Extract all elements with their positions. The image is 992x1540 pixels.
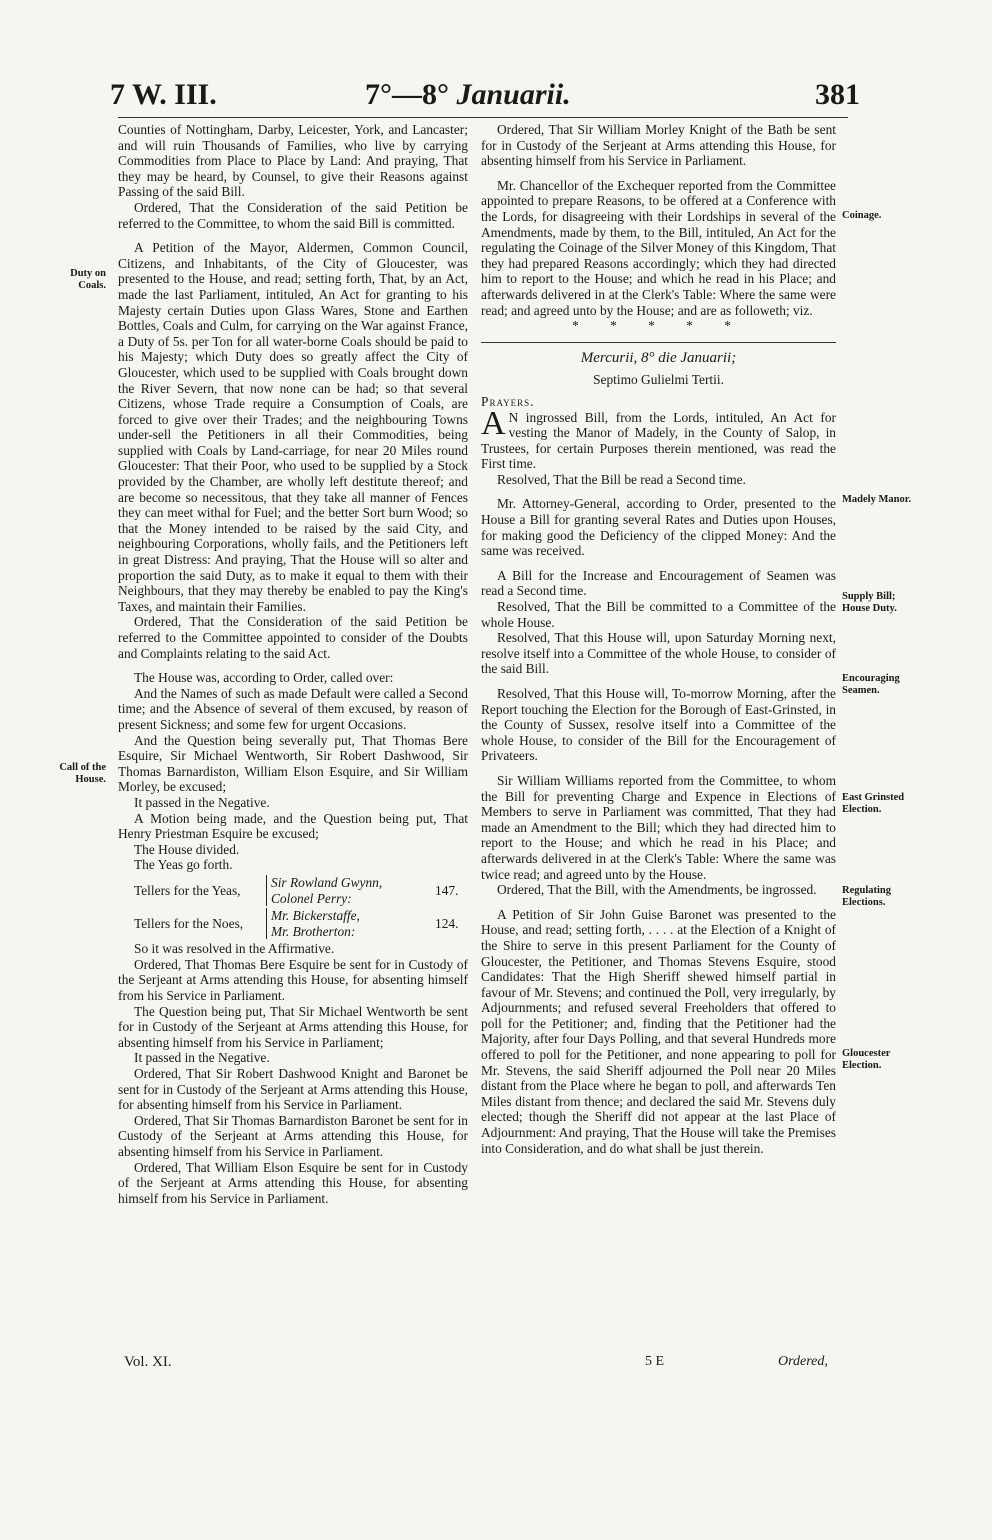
tellers-noes-label: Tellers for the Noes,: [134, 915, 244, 931]
margin-note-gloucester-election: Gloucester Election.: [842, 1048, 891, 1071]
paragraph: Mr. Chancellor of the Exchequer reported from the Committee appointed to prepare Reasons, to be offered at a Conference with the Lords, for disagreeing with their Lordships in several of the Amendments, made by them, to the Bill, intituled, An Act for the regulating the Coinage of the Silver Money of this Kingdom, That they had prepared Reasons accordingly; which they had directed him to report to the House; and which he read in his Place; and afterwards delivered in at the Clerk's Table: Where the same were read; and agreed unto by the House; and are as followeth; viz.: [481, 177, 836, 318]
paragraph: Ordered, That Sir Thomas Barnardiston Baronet be sent for in Custody of the Serjeant at Arms attending this House, for absenting himself from his Service in Parliament.: [118, 1112, 468, 1159]
margin-note-call-of-house: Call of the House.: [59, 762, 106, 785]
paragraph: Ordered, That Sir William Morley Knight of the Bath be sent for in Custody of the Serjeant at Arms attending this House, for absenting himself from his Service in Parliament.: [481, 122, 836, 169]
paragraph: A Motion being made, and the Question being put, That Henry Priestman Esquire be excused;: [118, 810, 468, 842]
date-heading: Mercurii, 8° die Januarii;: [580, 349, 737, 366]
paragraph: A Petition of the Mayor, Aldermen, Common Council, Citizens, and Inhabitants, of the City of Gloucester, was presented to the House, and read; setting forth, That, by an Act, made the last Parliament, intituled, An Act for granting to his Majesty certain Duties upon Glass Wares, Stone and Earthen Bottles, Coals and Culm, for carrying on the War against France, a Duty of 5s. per Ton for all water-borne Coals should be paid to his Majesty; which Duty does so greatly affect the City of Gloucester, which used to be supplied with Coals brought down the River Severn, that now none can be had; so that several Citizens, whose Trade require a Consumption of Coals, are forced to give over their Trades; and the neighbouring Towns under-sell the Petitioners in all their Commodities, being supplied with Coals by Land-carriage, for near 20 Miles round Gloucester: That their Poor, who used to be supplied by a Stock provided by the Chamber, are wholly left destitute thereof; and are become so necessitous, that they take all manner of Fences they can meet withal for Fuel; and the better Sort burn Wood; so that the Money intended to be raised by the said City, and neighbouring Corporations, wholly fails, and the Petitioners left in great Distress: And praying, That the House will so alter and proportion the said Duty, as to make it equal to them with their Neighbours, that they may thereby be enabled to pay the King's Taxes, and maintain their Families.: [118, 240, 468, 614]
tellers-noes: [134, 908, 468, 939]
paragraph: Ordered, That the Bill, with the Amendments, be ingrossed.: [497, 882, 817, 898]
page-number: 381: [815, 78, 860, 111]
paragraph: Mr. Attorney-General, according to Order, presented to the House a Bill for granting several Rates and Duties upon Houses, for making good the Deficiency of the clipped Money: And the same was received.: [481, 496, 836, 559]
left-column: [118, 122, 468, 1206]
paragraph: The Question being put, That Sir Michael Wentworth be sent for in Custody of the Serjeant at Arms attending this House, for absenting himself from his Service in Parliament;: [118, 1003, 468, 1050]
paragraph: Sir William Williams reported from the Committee, to whom the Bill for preventing Charge and Expence in Elections of Members to serve in Parliament was committed, That they had made an Amendment to the Bill; which they had directed him to report to the House; and which he read in his Place; and afterwards delivered in at the Clerk's Table: Where the same was twice read; and agreed unto by the House.: [481, 772, 836, 882]
header-rule: [118, 117, 848, 118]
drop-cap: A: [481, 404, 506, 442]
regnal-year: 7 W. III.: [110, 78, 217, 111]
tellers-yeas-count: 147.: [435, 882, 459, 898]
tellers-noes-count: 124.: [435, 915, 459, 931]
paragraph: The Yeas go forth.: [134, 857, 233, 873]
margin-note-supply-bill: Supply Bill; House Duty.: [842, 591, 897, 614]
teller-name: Mr. Brotherton:: [271, 923, 356, 939]
running-date-days: 7°—8°: [365, 78, 449, 111]
tellers-yeas-names: [266, 875, 421, 906]
paragraph: Resolved, That this House will, To-morrow Morning, after the Report touching the Election for the Borough of East-Grinsted, in the County of Sussex, resolve itself into a Committee of the whole House, to consider of the Bill for the Encouragement of Privateers.: [481, 686, 836, 764]
signature-mark: 5 E: [645, 1354, 665, 1369]
margin-note-east-grinsted: East Grinsted Election.: [842, 792, 905, 815]
paragraph: Ordered, That the Consideration of the said Petition be referred to the Committee appointed to consider of the Doubts and Complaints relating to the said Act.: [118, 614, 468, 661]
paragraph-text: N ingrossed Bill, from the Lords, intituled, An Act for vesting the Manor of Madely, in the County of Salop, in Trustees, for certain Purposes therein mentioned, was read the First time.: [481, 409, 836, 472]
paragraph: The House was, according to Order, called over:: [134, 670, 394, 686]
tellers-yeas: [134, 875, 468, 906]
right-column: [481, 122, 836, 1156]
paragraph: Ordered, That the Consideration of the said Petition be referred to the Committee, to whom the said Bill is committed.: [118, 199, 468, 231]
teller-name: Mr. Bickerstaffe,: [271, 908, 360, 924]
running-date-month: Januarii.: [456, 78, 571, 111]
paragraph: Counties of Nottingham, Darby, Leicester, York, and Lancaster; and will ruin Thousands of Families, who live by carrying Commodities from Place to Place by Land: And praying, That they may be heard, by Counsel, to give their Reasons against Passing of the said Bill.: [118, 122, 468, 200]
volume-label: Vol. XI.: [124, 1354, 172, 1370]
margin-note-encouraging-seamen: Encouraging Seamen.: [842, 673, 900, 696]
paragraph: The House divided.: [134, 841, 240, 857]
paragraph: And the Names of such as made Default were called a Second time; and the Absence of several of them excused, by reason of present Sickness; and some few for urgent Occasions.: [118, 685, 468, 732]
paragraph: It passed in the Negative.: [134, 1050, 270, 1066]
paragraph: Resolved, That this House will, upon Saturday Morning next, resolve itself into a Committee of the whole House, to consider of the said Bill.: [481, 630, 836, 677]
paragraph: And the Question being severally put, That Thomas Bere Esquire, Sir Michael Wentworth, Sir Robert Dashwood, Sir Thomas Barnardiston, William Elson Esquire, and Sir William Morley, be excused;: [118, 732, 468, 795]
tellers-noes-names: [266, 908, 421, 939]
paragraph: Ordered, That Thomas Bere Esquire be sent for in Custody of the Serjeant at Arms attending this House, for absenting himself from his Service in Parliament.: [118, 956, 468, 1004]
margin-note-coinage: Coinage.: [842, 210, 882, 221]
page-header: [110, 78, 860, 118]
paragraph: Ordered, That William Elson Esquire be sent for in Custody of the Serjeant at Arms attending this House, for absenting himself from his Service in Parliament.: [118, 1159, 468, 1206]
margin-note-duty-on-coals: Duty on Coals.: [70, 268, 106, 291]
margin-note-madely-manor: Madely Manor.: [842, 494, 912, 505]
paragraph: So it was resolved in the Affirmative.: [134, 941, 335, 957]
tellers-yeas-label: Tellers for the Yeas,: [134, 882, 241, 898]
paragraph: It passed in the Negative.: [134, 794, 270, 810]
prayers-heading: Prayers.: [481, 393, 535, 409]
teller-name: Sir Rowland Gwynn,: [271, 874, 383, 890]
running-date: [365, 78, 571, 112]
paragraph: Resolved, That the Bill be committed to a Committee of the whole House.: [481, 599, 836, 630]
paragraph: A Bill for the Increase and Encouragement of Seamen was read a Second time.: [481, 567, 836, 599]
margin-note-regulating-elections: Regulating Elections.: [842, 885, 892, 908]
catchword: Ordered,: [778, 1354, 828, 1369]
paragraph: [481, 404, 836, 472]
paragraph: A Petition of Sir John Guise Baronet was presented to the House, and read; setting forth, . . . . at the Election of a Knight of the Shire to serve in this present Parliament for the County of Gloucester, the Petitioner, and Thomas Stevens Esquire, stood Candidates: That the High Sheriff shewed himself partial in favour of Mr. Stevens; and continued the Poll, very irregularly, by Adjournments; and refused several Freeholders that offered to poll for the Petitioner; and, finding that the Petitioner had the Majority, after four Days Polling, and that several Hundreds more offered to poll for the Petitioner, and none appearing to poll for Mr. Stevens, the said Sheriff adjourned the Poll near 20 Miles distant from the Place where he began to poll, and afterwards Ten Miles distant from thence; and declared the said Mr. Stevens duly elected; though the Sheriff did not appear at the last Place of Adjournment: And praying, That the House will take the Premises into Consideration, and do what shall be just therein.: [481, 906, 836, 1156]
paragraph: Ordered, That Sir Robert Dashwood Knight and Baronet be sent for in Custody of the Serjeant at Arms attending this House, for absenting himself from his Service in Parliament.: [118, 1066, 468, 1113]
teller-name: Colonel Perry:: [271, 890, 352, 906]
omission-stars: * * * * *: [572, 318, 745, 334]
section-rule: [481, 342, 836, 343]
regnal-heading: Septimo Gulielmi Tertii.: [593, 372, 724, 388]
paragraph: Resolved, That the Bill be read a Second time.: [497, 471, 746, 487]
